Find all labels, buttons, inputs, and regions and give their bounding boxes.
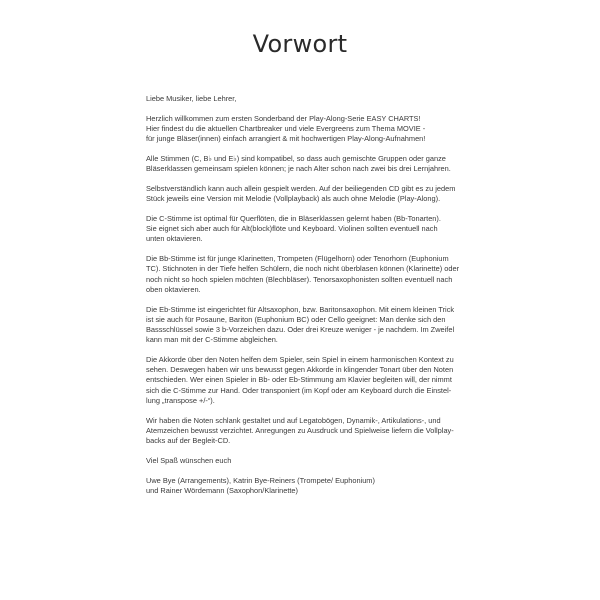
text-line: Sie eignet sich aber auch für Alt(block)flöte und Keyboard. Violinen sollten eventuell nach bbox=[146, 224, 438, 234]
text-line: ist sie auch für Posaune, Bariton (Euphonium BC) oder Cello geeignet: Man denke sich den bbox=[146, 314, 446, 324]
text-line: unten oktavieren. bbox=[146, 234, 203, 244]
text-line: kann man mit der C-Stimme abgleichen. bbox=[146, 335, 278, 345]
signature-line: Uwe Bye (Arrangements), Katrin Bye-Reiners (Trompete/ Euphonium) bbox=[146, 475, 375, 485]
paragraph bbox=[146, 114, 496, 145]
foreword-text bbox=[146, 94, 496, 506]
page-title: Vorwort bbox=[252, 30, 348, 58]
closing-line: Viel Spaß wünschen euch bbox=[146, 455, 232, 465]
text-line: Bassschlüssel sowie 3 b-Vorzeichen dazu. Oder drei Kreuze weniger - je nachdem. Im Zweifel bbox=[146, 325, 455, 335]
text-line: für junge Bläser(innen) einfach arrangiert & mit hochwertigen Play-Along-Aufnahmen! bbox=[146, 134, 426, 144]
text-line: Selbstverständlich kann auch allein gespielt werden. Auf der beiliegenden CD gibt es zu jedem bbox=[146, 184, 456, 193]
text-line: Bläserklassen gemeinsam spielen können; je nach Alter schon nach zwei bis drei Lernjahren. bbox=[146, 164, 451, 174]
text-line: entschieden. Wer einen Spieler in Bb- oder Eb-Stimmung am Klavier begleiten will, der nimmt bbox=[146, 375, 452, 385]
paragraph-list bbox=[146, 114, 496, 446]
paragraph bbox=[146, 214, 496, 245]
text-line: Stück jeweils eine Version mit Melodie (Vollplayback) als auch ohne Melodie (Play-Along). bbox=[146, 194, 441, 204]
closing bbox=[146, 456, 496, 466]
text-line: Die Akkorde über den Noten helfen dem Spieler, sein Spiel in einem harmonischen Kontext zu bbox=[146, 355, 454, 365]
signature bbox=[146, 476, 496, 496]
text-line: Herzlich willkommen zum ersten Sonderband der Play-Along-Serie EASY CHARTS! bbox=[146, 113, 421, 123]
text-line: Atemzeichen bewusst verzichtet. Anregungen zu Ausdruck und Spielweise liefern die Vollplay- bbox=[146, 425, 454, 435]
paragraph bbox=[146, 305, 496, 346]
signature-line: und Rainer Wördemann (Saxophon/Klarinette) bbox=[146, 485, 299, 495]
text-line: sich die C-Stimme zur Hand. Oder transponiert (im Kopf oder am Keyboard durch die Einstel- bbox=[146, 385, 452, 395]
text-line: Die Bb-Stimme ist für junge Klarinetten, Trompeten (Flügelhorn) oder Tenorhorn (Euphonium bbox=[146, 254, 449, 264]
text-line: backs auf der Begleit-CD. bbox=[146, 436, 231, 446]
text-line: Die C-Stimme ist optimal für Querflöten, die in Bläserklassen gelernt haben (Bb-Tonarten). bbox=[146, 214, 441, 223]
paragraph bbox=[146, 154, 496, 174]
text-line: TC). Stichnoten in der Tiefe helfen Schülern, die noch nicht überblasen können (Klarinette) oder bbox=[146, 264, 460, 274]
paragraph bbox=[146, 355, 496, 406]
text-line: sehen. Deswegen haben wir uns bewusst gegen Akkorde in klingender Tonart über den Noten bbox=[146, 365, 454, 375]
text-line: noch nicht so hoch spielen möchten (Blechbläser). Tenorsaxophonisten sollten eventuell nach bbox=[146, 274, 453, 284]
text-line: oben oktavieren. bbox=[146, 284, 201, 294]
text-line: Wir haben die Noten schlank gestaltet und auf Legatobögen, Dynamik-, Artikulations-, und bbox=[146, 415, 441, 425]
text-line: Die Eb-Stimme ist eingerichtet für Altsaxophon, bzw. Baritonsaxophon. Mit einem kleinen Trick bbox=[146, 304, 455, 314]
greeting bbox=[146, 94, 496, 104]
paragraph bbox=[146, 184, 496, 204]
text-line: Hier findest du die aktuellen Chartbreaker und viele Evergreens zum Thema MOVIE - bbox=[146, 124, 426, 133]
text-line: Alle Stimmen (C, B♭ und E♭) sind kompatibel, so dass auch gemischte Gruppen oder ganze bbox=[146, 154, 446, 163]
paragraph bbox=[146, 254, 496, 295]
greeting-line: Liebe Musiker, liebe Lehrer, bbox=[146, 94, 237, 103]
text-line: lung „transpose +/-“). bbox=[146, 395, 215, 405]
paragraph bbox=[146, 416, 496, 447]
